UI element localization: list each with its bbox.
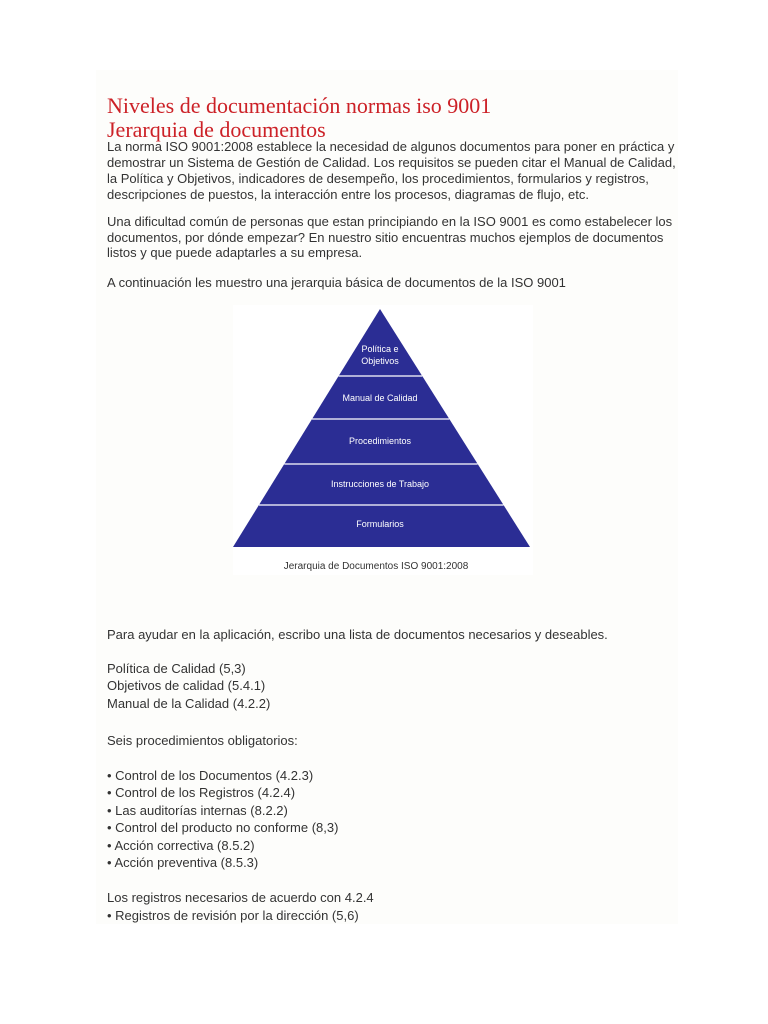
paragraph-1-line: descripciones de puestos, la interacción entre los procesos, diagramas de flujo, etc. (107, 187, 589, 202)
paragraph-2-line: listos y que puede adaptarles a su empresa. (107, 245, 363, 260)
pyramid-level-label: Objetivos (361, 356, 399, 366)
pyramid-level-label: Procedimientos (348, 436, 412, 446)
procedure-list-item: • Acción correctiva (8.5.2) (107, 838, 255, 853)
paragraph-2-line: documentos, por dónde empezar? En nuestro sitio encuentras muchos ejemplos de documentos (107, 230, 664, 245)
procedure-list-item: • Control de los Registros (4.2.4) (107, 785, 296, 800)
pyramid-level-label: Formularios (356, 519, 404, 529)
procedure-list-item: • Las auditorías internas (8.2.2) (107, 803, 288, 818)
pyramid-figure (233, 305, 533, 575)
procedure-list-item: • Acción preventiva (8.5.3) (107, 855, 259, 870)
paragraph-3: A continuación les muestro una jerarquia básica de documentos de la ISO 9001 (107, 275, 566, 290)
documentation-pyramid (233, 305, 533, 575)
paragraph-4: Para ayudar en la aplicación, escribo una lista de documentos necesarios y deseables. (107, 627, 608, 642)
pyramid-level-label: Política e (361, 344, 399, 354)
paragraph-2-line: Una dificultad común de personas que estan principiando en la ISO 9001 es como estabelecer los (107, 214, 673, 229)
doc-list-item: Política de Calidad (5,3) (107, 661, 246, 676)
records-heading: Los registros necesarios de acuerdo con 4.2.4 (107, 890, 374, 905)
doc-list-item: Objetivos de calidad (5.4.1) (107, 678, 266, 693)
paragraph-1-line: la Política y Objetivos, indicadores de desempeño, los procedimientos, formularios y registros, (107, 171, 649, 186)
procedure-list-item: • Control del producto no conforme (8,3) (107, 820, 339, 835)
procedure-list-item: • Control de los Documentos (4.2.3) (107, 768, 314, 783)
pyramid-caption: Jerarquia de Documentos ISO 9001:2008 (283, 561, 469, 572)
records-list-item: • Registros de revisión por la dirección (5,6) (107, 908, 359, 923)
paragraph-1-line: La norma ISO 9001:2008 establece la necesidad de algunos documentos para poner en práctica y (107, 139, 675, 154)
page-title-line-2: Jerarquia de documentos (107, 117, 326, 142)
pyramid-level-label: Manual de Calidad (342, 393, 418, 403)
paragraph-1-line: demostrar un Sistema de Gestión de Calidad. Los requisitos se pueden citar el Manual de Calidad, (107, 155, 676, 170)
pyramid-level-label: Instrucciones de Trabajo (330, 479, 430, 489)
doc-list-item: Manual de la Calidad (4.2.2) (107, 696, 271, 711)
page-title-line-1: Niveles de documentación normas iso 9001 (107, 93, 492, 118)
procedures-heading: Seis procedimientos obligatorios: (107, 733, 298, 748)
